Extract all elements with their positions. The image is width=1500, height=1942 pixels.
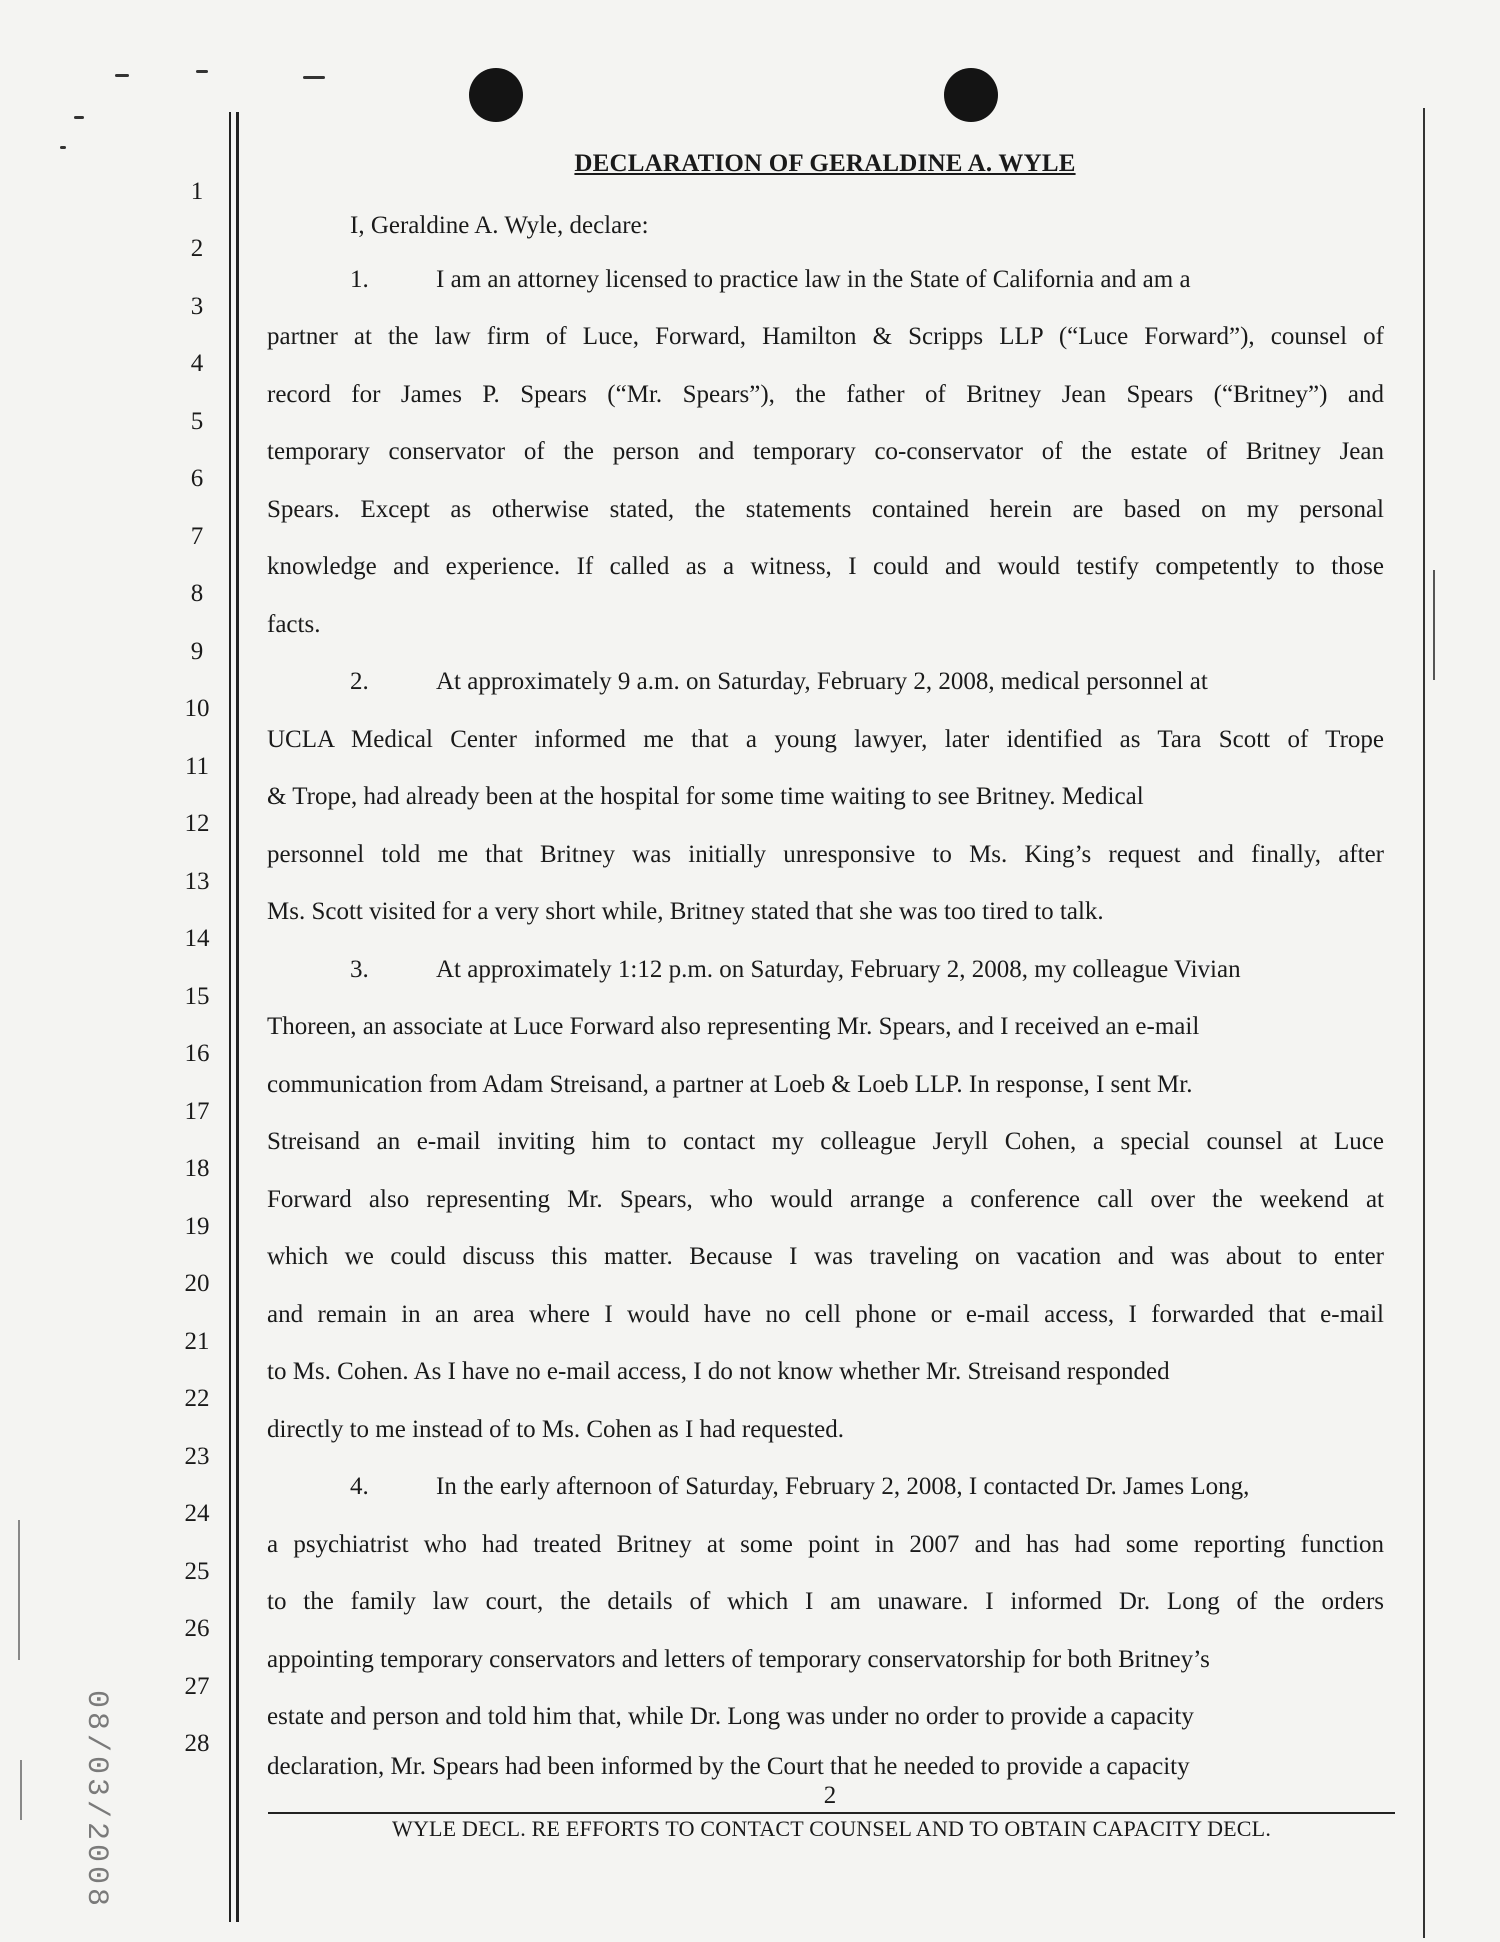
line-number: 27 xyxy=(184,1673,210,1700)
paragraph-number: 2. xyxy=(350,668,369,695)
text-line: communication from Adam Streisand, a partner at Loeb & Loeb LLP. In response, I sent Mr. xyxy=(267,1071,1193,1098)
text-line: partner at the law firm of Luce, Forward, Hamilton & Scripps LLP (“Luce Forward”), counsel of xyxy=(267,323,1384,350)
text-line: At approximately 1:12 p.m. on Saturday, February 2, 2008, my colleague Vivian xyxy=(436,956,1241,983)
text-line: Ms. Scott visited for a very short while, Britney stated that she was too tired to talk. xyxy=(267,898,1104,925)
text-line: knowledge and experience. If called as a witness, I could and would testify competently to those xyxy=(267,553,1384,580)
line-number: 2 xyxy=(190,235,204,262)
text-line: to the family law court, the details of which I am unaware. I informed Dr. Long of the orders xyxy=(267,1588,1384,1615)
line-number: 12 xyxy=(184,810,210,837)
scan-artifact-line xyxy=(18,1520,20,1660)
text-line: appointing temporary conservators and letters of temporary conservatorship for both Britney’s xyxy=(267,1646,1210,1673)
line-number: 16 xyxy=(184,1040,210,1067)
line-number: 9 xyxy=(190,638,204,665)
line-number: 26 xyxy=(184,1615,210,1642)
line-number: 18 xyxy=(184,1155,210,1182)
text-line: Forward also representing Mr. Spears, who would arrange a conference call over the weekend at xyxy=(267,1186,1384,1213)
line-number: 28 xyxy=(184,1730,210,1757)
line-number: 19 xyxy=(184,1213,210,1240)
line-number: 22 xyxy=(184,1385,210,1412)
line-number: 10 xyxy=(184,695,210,722)
text-line: personnel told me that Britney was initially unresponsive to Ms. King’s request and finally, after xyxy=(267,841,1384,868)
line-number: 11 xyxy=(184,753,210,780)
text-line: I am an attorney licensed to practice law in the State of California and am a xyxy=(436,266,1191,293)
document-footer: WYLE DECL. RE EFFORTS TO CONTACT COUNSEL AND TO OBTAIN CAPACITY DECL. xyxy=(391,1816,1272,1841)
paragraph-number: 4. xyxy=(350,1473,369,1500)
binder-hole xyxy=(944,68,998,122)
paragraph-1-first-line xyxy=(350,265,1302,295)
paragraph-3-first-line xyxy=(350,955,1241,985)
line-number: 4 xyxy=(190,350,204,377)
text-line: which we could discuss this matter. Because I was traveling on vacation and was about to enter xyxy=(267,1243,1384,1270)
line-number: 13 xyxy=(184,868,210,895)
left-margin-rule xyxy=(229,112,231,1922)
scan-speck xyxy=(115,74,129,77)
line-number: 15 xyxy=(184,983,210,1010)
text-line: UCLA Medical Center informed me that a young lawyer, later identified as Tara Scott of Trope xyxy=(267,726,1384,753)
text-line: In the early afternoon of Saturday, February 2, 2008, I contacted Dr. James Long, xyxy=(436,1473,1250,1500)
line-number: 24 xyxy=(184,1500,210,1527)
document-title: DECLARATION OF GERALDINE A. WYLE xyxy=(574,150,1076,177)
paragraph-4-first-line xyxy=(350,1472,1249,1502)
line-number: 17 xyxy=(184,1098,210,1125)
text-line: and remain in an area where I would have no cell phone or e-mail access, I forwarded that e-mail xyxy=(267,1301,1384,1328)
text-line: temporary conservator of the person and temporary co-conservator of the estate of Britney Jean xyxy=(267,438,1384,465)
left-margin-rule xyxy=(236,112,239,1922)
line-number: 20 xyxy=(184,1270,210,1297)
paragraph-number: 3. xyxy=(350,956,369,983)
line-number: 3 xyxy=(190,293,204,320)
page-number: 2 xyxy=(823,1782,837,1809)
scan-artifact-line xyxy=(1433,570,1435,680)
text-line: facts. xyxy=(267,611,321,638)
text-line: Thoreen, an associate at Luce Forward also representing Mr. Spears, and I received an e-mail xyxy=(267,1013,1200,1040)
right-margin-rule xyxy=(1423,108,1425,1938)
scan-speck xyxy=(196,70,208,73)
line-number: 5 xyxy=(190,408,204,435)
line-number: 21 xyxy=(184,1328,210,1355)
text-line: At approximately 9 a.m. on Saturday, February 2, 2008, medical personnel at xyxy=(436,668,1208,695)
scan-speck xyxy=(60,146,66,149)
paragraph-2-first-line xyxy=(350,667,1208,697)
text-line: I, Geraldine A. Wyle, declare: xyxy=(350,212,649,239)
side-date-stamp: 08/03/2008 xyxy=(79,1690,113,1911)
line-number: 1 xyxy=(190,178,204,205)
text-line: to Ms. Cohen. As I have no e-mail access, I do not know whether Mr. Streisand responded xyxy=(267,1358,1170,1385)
paragraph-number: 1. xyxy=(350,266,369,293)
line-number: 7 xyxy=(190,523,204,550)
text-line: a psychiatrist who had treated Britney at some point in 2007 and has had some reporting function xyxy=(267,1531,1384,1558)
text-line: record for James P. Spears (“Mr. Spears”), the father of Britney Jean Spears (“Britney”) and xyxy=(267,381,1384,408)
text-line: & Trope, had already been at the hospital for some time waiting to see Britney. Medical xyxy=(267,783,1144,810)
text-line: declaration, Mr. Spears had been informed by the Court that he needed to provide a capacity xyxy=(267,1753,1190,1780)
scan-speck xyxy=(303,76,325,79)
text-line: estate and person and told him that, while Dr. Long was under no order to provide a capacity xyxy=(267,1703,1194,1730)
text-line: directly to me instead of to Ms. Cohen as I had requested. xyxy=(267,1416,844,1443)
line-number: 25 xyxy=(184,1558,210,1585)
line-number: 23 xyxy=(184,1443,210,1470)
text-line: Streisand an e-mail inviting him to contact my colleague Jeryll Cohen, a special counsel at Luce xyxy=(267,1128,1384,1155)
footer-rule xyxy=(268,1812,1395,1814)
line-number: 14 xyxy=(184,925,210,952)
line-number: 6 xyxy=(190,465,204,492)
binder-hole xyxy=(469,68,523,122)
scan-speck xyxy=(74,116,84,119)
text-line: Spears. Except as otherwise stated, the statements contained herein are based on my personal xyxy=(267,496,1384,523)
line-number: 8 xyxy=(190,580,204,607)
